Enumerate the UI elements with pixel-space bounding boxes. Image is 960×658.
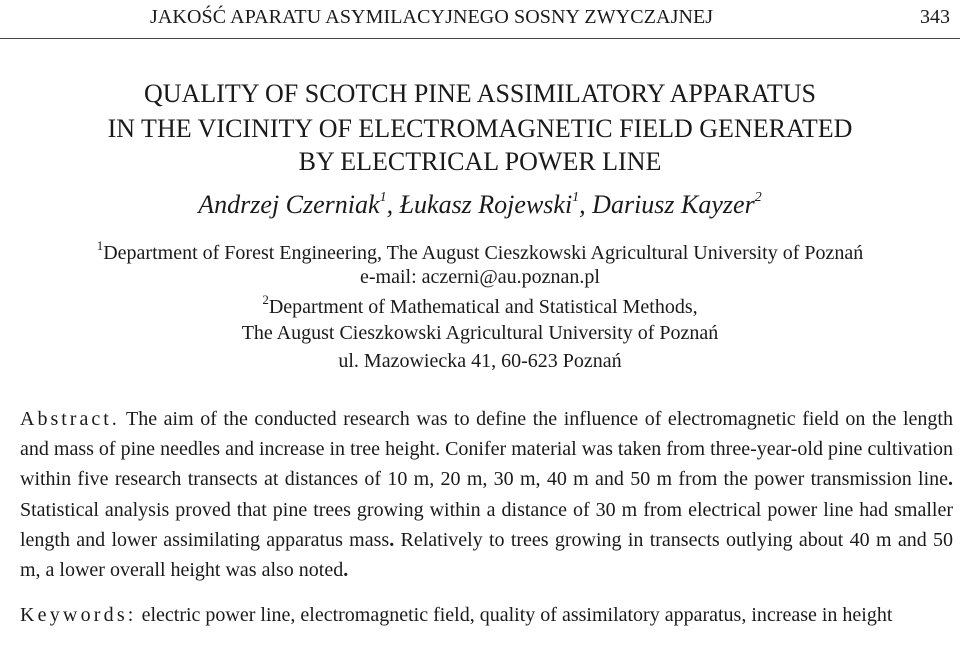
author-separator: ,	[386, 190, 400, 219]
affiliation-text: Department of Forest Engineering, The August Cieszkowski Agricultural University of Poznań	[103, 242, 864, 264]
abstract-text: Statistical analysis proved that pine trees growing within a distance of 30 m from electrical power line had smaller length and lower assimilating apparatus mass	[20, 498, 953, 551]
email-line: e-mail: aczerni@au.poznan.pl	[360, 266, 600, 288]
running-title: JAKOŚĆ APARATU ASYMILACYJNEGO SOSNY ZWYCZAJNEJ	[150, 6, 714, 28]
author-affiliation-marker: 1	[379, 190, 387, 205]
abstract-text: The aim of the conducted research was to define the influence of electromagnetic field on the length and mass of pine needles and increase in tree height. Conifer material was taken from three-year-old pine cultivation within five research transects at distances of 10 m, 20 m, 30 m, 40 m and 50 m from the power transmission line	[20, 408, 953, 491]
postal-address: ul. Mazowiecka 41, 60-623 Poznań	[338, 350, 622, 372]
affiliation-2-line-2: The August Cieszkowski Agricultural University of Poznań	[241, 322, 719, 344]
keywords-paragraph	[20, 600, 953, 630]
sentence-end: .	[389, 528, 395, 551]
keywords-label: Keywords:	[20, 604, 137, 626]
page-number: 343	[920, 6, 950, 28]
abstract-paragraph	[20, 404, 953, 585]
author-name: Andrzej Czerniak	[198, 190, 380, 219]
author-name: Łukasz Rojewski	[399, 190, 573, 219]
affiliation-text: Department of Mathematical and Statistical Methods,	[268, 296, 698, 318]
abstract-text: Relatively to trees growing in transects outlying about 40 m and 50 m, a lower overall height was also noted	[20, 528, 953, 582]
author-affiliation-marker: 1	[572, 190, 580, 205]
keywords-text: electric power line, electromagnetic field, quality of assimilatory apparatus, increase in height	[136, 604, 893, 626]
author-name: Dariusz Kayzer	[592, 190, 755, 219]
author-list	[0, 190, 960, 220]
affiliation-marker: 1	[96, 238, 104, 253]
sentence-end: .	[343, 559, 349, 582]
paper-title-line-3: BY ELECTRICAL POWER LINE	[298, 147, 662, 176]
author-affiliation-marker: 2	[754, 190, 762, 205]
affiliation-marker: 2	[262, 292, 269, 307]
running-header	[0, 0, 960, 39]
affiliation-1	[0, 238, 960, 265]
author-separator: ,	[579, 190, 593, 219]
abstract-label: Abstract.	[20, 408, 120, 430]
affiliation-2	[0, 292, 960, 319]
paper-title-line-1: QUALITY OF SCOTCH PINE ASSIMILATORY APPARATUS	[143, 79, 817, 108]
paper-title-line-2: IN THE VICINITY OF ELECTROMAGNETIC FIELD GENERATED	[107, 114, 853, 143]
sentence-end: .	[948, 468, 953, 491]
